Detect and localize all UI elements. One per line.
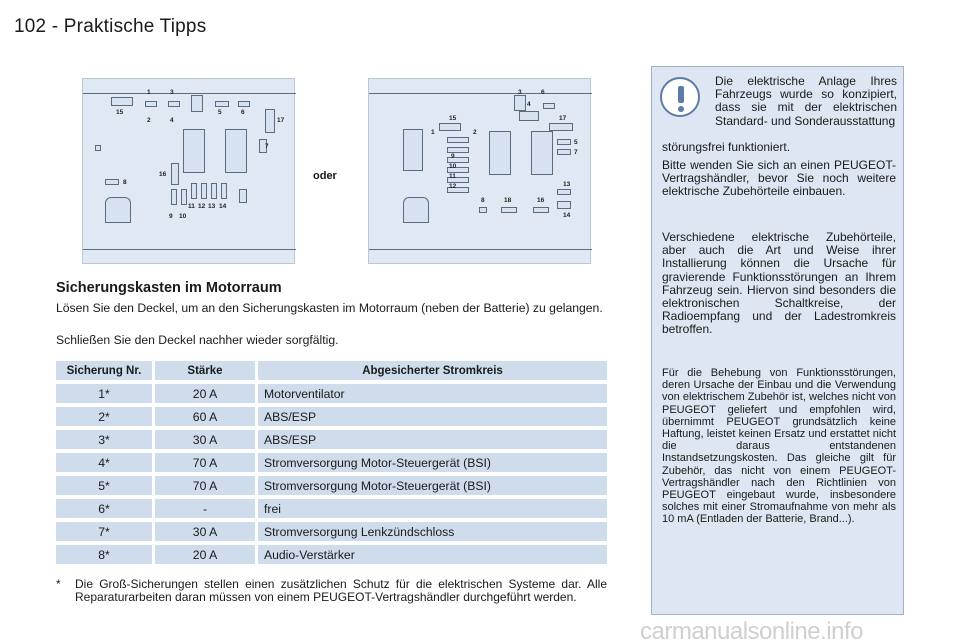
footnote-marker: * bbox=[56, 577, 61, 591]
fuse-box-diagram-b bbox=[368, 78, 591, 264]
circuit-cell: Stromversorgung Motor-Steuergerät (BSI) bbox=[255, 453, 607, 472]
rating-cell: 20 A bbox=[152, 384, 255, 403]
rating-cell: - bbox=[152, 499, 255, 518]
fuse-label-5: 5 bbox=[574, 139, 578, 146]
table-row bbox=[56, 384, 607, 403]
fuse-label-13: 13 bbox=[563, 181, 571, 188]
fuse-number-cell: 6* bbox=[56, 499, 152, 518]
fuse-label-4: 4 bbox=[170, 117, 174, 124]
fuse-label-7: 7 bbox=[574, 149, 578, 156]
fuse-number-cell: 4* bbox=[56, 453, 152, 472]
fuse-label-15: 15 bbox=[449, 115, 457, 122]
circuit-cell: Stromversorgung Lenkzündschloss bbox=[255, 522, 607, 541]
circuit-cell: Motorventilator bbox=[255, 384, 607, 403]
fuse-label-1: 1 bbox=[431, 129, 435, 136]
fuse-label-12: 12 bbox=[198, 203, 206, 210]
circuit-cell: frei bbox=[255, 499, 607, 518]
table-header-row bbox=[56, 361, 607, 380]
rating-cell: 60 A bbox=[152, 407, 255, 426]
fuse-label-16: 16 bbox=[537, 197, 545, 204]
table-row bbox=[56, 430, 607, 449]
info-paragraph-4: Für die Behebung von Funktionsstörungen, deren Ursache der Einbau und die Verwendung von elektrischem Zubehör ist, welches nicht von PEUGEOT geliefert und empfohlen wird, übernimmt PEUGEOT grundsätzlich keine Haftung, leistet keinen Ersatz und erstattet nicht die daraus entstandenen Instandsetzungskosten. Das gleiche gilt für Zubehör, das nicht von einem PEUGEOT-Vertragshändler nach den Richtlinien von PEUGEOT eingebaut wurde, insbesondere solches mit einer Stromaufnahme von mehr als 10 mA (Entladen der Batterie, Brand...). bbox=[662, 367, 896, 526]
info-paragraph-1-tail: störungsfrei funktioniert. bbox=[662, 140, 791, 154]
fuse-number-cell: 3* bbox=[56, 430, 152, 449]
fuse-label-10: 10 bbox=[449, 163, 457, 170]
fuse-label-6: 6 bbox=[541, 89, 545, 96]
fuse-number-cell: 7* bbox=[56, 522, 152, 541]
fuse-label-8: 8 bbox=[481, 197, 485, 204]
table-row bbox=[56, 476, 607, 495]
fuse-number-cell: 8* bbox=[56, 545, 152, 564]
fuse-label-8: 8 bbox=[123, 179, 127, 186]
fuse-label-11: 11 bbox=[449, 173, 456, 180]
table-row bbox=[56, 407, 607, 426]
rating-cell: 70 A bbox=[152, 476, 255, 495]
circuit-cell: ABS/ESP bbox=[255, 407, 607, 426]
fuse-label-14: 14 bbox=[219, 203, 227, 210]
fuse-table bbox=[56, 357, 607, 568]
exclamation-icon bbox=[660, 77, 700, 117]
fuse-label-1: 1 bbox=[147, 89, 151, 96]
rating-cell: 20 A bbox=[152, 545, 255, 564]
table-row bbox=[56, 499, 607, 518]
warning-info-box bbox=[651, 66, 904, 615]
fuse-label-2: 2 bbox=[473, 129, 477, 136]
fuse-number-cell: 2* bbox=[56, 407, 152, 426]
table-row bbox=[56, 522, 607, 541]
fuse-label-15: 15 bbox=[116, 109, 124, 116]
circuit-cell: Stromversorgung Motor-Steuergerät (BSI) bbox=[255, 476, 607, 495]
fuse-label-3: 3 bbox=[170, 89, 174, 96]
fuse-label-4: 4 bbox=[527, 101, 531, 108]
column-header-fuse-number: Sicherung Nr. bbox=[56, 361, 152, 380]
page-number: 102 bbox=[14, 16, 47, 37]
section-paragraph-1: Lösen Sie den Deckel, um an den Sicherungskasten im Motorraum (neben der Batterie) zu gelangen. bbox=[56, 301, 603, 315]
fuse-label-17: 17 bbox=[559, 115, 567, 122]
fuse-label-2: 2 bbox=[147, 117, 151, 124]
fuse-label-16: 16 bbox=[159, 171, 167, 178]
page-title: - Praktische Tipps bbox=[51, 16, 207, 37]
fuse-label-12: 12 bbox=[449, 183, 457, 190]
fuse-label-6: 6 bbox=[241, 109, 245, 116]
fuse-label-9: 9 bbox=[169, 213, 173, 220]
fuse-label-5: 5 bbox=[218, 109, 222, 116]
fuse-label-18: 18 bbox=[504, 197, 512, 204]
watermark: carmanualsonline.info bbox=[640, 618, 863, 640]
column-header-rating: Stärke bbox=[152, 361, 255, 380]
section-paragraph-2: Schließen Sie den Deckel nachher wieder sorgfältig. bbox=[56, 333, 339, 347]
fuse-label-9: 9 bbox=[451, 153, 455, 160]
rating-cell: 30 A bbox=[152, 522, 255, 541]
column-header-circuit: Abgesicherter Stromkreis bbox=[255, 361, 607, 380]
fuse-box-diagram-a bbox=[82, 78, 295, 264]
rating-cell: 70 A bbox=[152, 453, 255, 472]
fuse-number-cell: 5* bbox=[56, 476, 152, 495]
footnote-text: Die Groß-Sicherungen stellen einen zusätzlichen Schutz für die elektrischen Systeme dar. Alle Reparaturarbeiten daran müssen von einem PEUGEOT-Vertragshändler durchgeführt werden. bbox=[75, 577, 607, 604]
info-paragraph-2: Bitte wenden Sie sich an einen PEUGEOT-Vertragshändler, bevor Sie noch weitere elektrische Zubehörteile einbauen. bbox=[662, 158, 896, 199]
fuse-label-7: 7 bbox=[265, 143, 269, 150]
fuse-number-cell: 1* bbox=[56, 384, 152, 403]
circuit-cell: ABS/ESP bbox=[255, 430, 607, 449]
circuit-cell: Audio-Verstärker bbox=[255, 545, 607, 564]
fuse-label-3: 3 bbox=[518, 89, 522, 96]
oder-label: oder bbox=[313, 170, 337, 182]
table-row bbox=[56, 453, 607, 472]
footnote bbox=[56, 578, 607, 604]
fuse-label-14: 14 bbox=[563, 212, 571, 219]
fuse-label-11: 11 bbox=[188, 203, 195, 210]
page-header bbox=[14, 16, 206, 38]
fuse-label-17: 17 bbox=[277, 117, 285, 124]
fuse-label-10: 10 bbox=[179, 213, 187, 220]
fuse-label-13: 13 bbox=[208, 203, 216, 210]
table-row bbox=[56, 545, 607, 564]
info-paragraph-1-head: Die elektrische Anlage Ihres Fahrzeugs wurde so konzipiert, dass sie mit der elektrischen Standard- und Sonderausstattung bbox=[715, 74, 897, 128]
rating-cell: 30 A bbox=[152, 430, 255, 449]
section-title: Sicherungskasten im Motorraum bbox=[56, 280, 282, 296]
info-paragraph-3: Verschiedene elektrische Zubehörteile, aber auch die Art und Weise ihrer Installierung können die Ursache für gravierende Funktionsstörungen an Ihrem Fahrzeug sein. Hiervon sind besonders die elektronischen Schaltkreise, der Radioempfang und der Ladestromkreis betroffen. bbox=[662, 230, 896, 337]
